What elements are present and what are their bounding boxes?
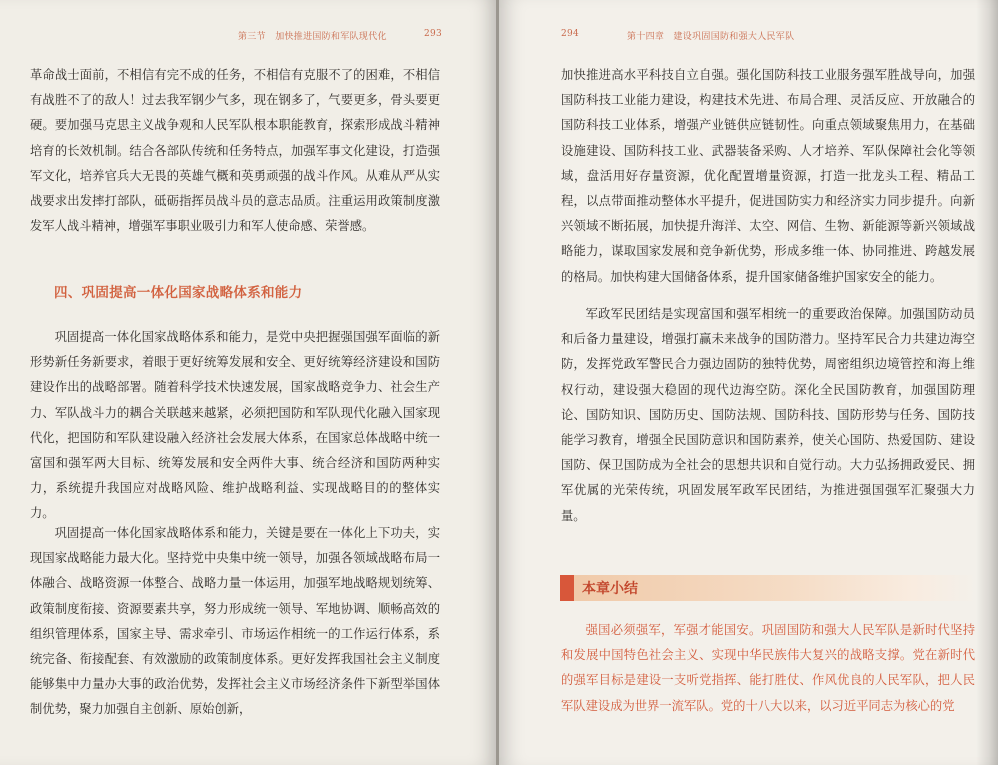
section-heading: 四、巩固提高一体化国家战略体系和能力 [54, 285, 303, 301]
chapter-summary-banner [560, 575, 976, 601]
left-paragraph-3: 巩固提高一体化国家战略体系和能力，关键是要在一体化上下功夫，实现国家战略能力最大化。坚持党中央集中统一领导，加强各领域战略布局一体融合、战略资源一体整合、战略力量一体运用，加强军地战略规划统筹、政策制度衔接、资源要素共享，努力形成统一领导、军地协调、顺畅高效的组织管理体系，国家主导、需求牵引、市场运作相统一的工作运行体系，系统完备、衔接配套、有效激励的政策制度体系。更好发挥我国社会主义制度能够集中力量办大事的政治优势，发挥社会主义市场经济条件下新型举国体制优势，聚力加强自主创新、原始创新， [30, 526, 440, 717]
left-paragraph-2: 巩固提高一体化国家战略体系和能力，是党中央把握强国强军面临的新形势新任务新要求，着眼于更好统筹发展和安全、更好统筹经济建设和国防建设作出的战略部署。随着科学技术快速发展，国家战略竞争力、社会生产力、军队战斗力的耦合关联越来越紧，必须把国防和军队现代化融入国家现代化，把国防和军队建设融入经济社会发展大体系，在国家总体战略中统一富国和强军两大目标、统筹发展和安全两件大事、统合经济和国防两种实力，系统提升我国应对战略风险、维护战略利益、实现战略目的的整体实力。 [30, 330, 440, 521]
chapter-summary-text: 强国必须强军，军强才能国安。巩固国防和强大人民军队是新时代坚持和发展中国特色社会主义、实现中华民族伟大复兴的战略支撑。党在新时代的强军目标是建设一支听党指挥、能打胜仗、作风优良的人民军队，把人民军队建设成为世界一流军队。党的十八大以来，以习近平同志为核心的党 [561, 623, 975, 713]
left-page [0, 0, 497, 765]
chapter-summary-title: 本章小结 [582, 581, 638, 597]
right-paragraph-1: 加快推进高水平科技自立自强。强化国防科技工业服务强军胜战导向，加强国防科技工业能力建设，构建技术先进、布局合理、灵活反应、开放融合的国防科技工业体系，增强产业链供应链韧性。向重点领域聚焦用力，在基础设施建设、国防科技工业、武器装备采购、人才培养、军队保障社会化等领域，盘活用好存量资源，优化配置增量资源，打造一批龙头工程、精品工程，以点带面推动整体水平提升，促进国防实力和经济实力同步提升。向新兴领域不断拓展，加快提升海洋、太空、网信、生物、新能源等新兴领域战略能力，谋取国家发展和竞争新优势，形成多维一体、协同推进、跨越发展的格局。加快构建大国储备体系，提升国家储备维护国家安全的能力。 [561, 68, 975, 284]
left-page-number: 293 [424, 29, 443, 39]
left-header-title: 第三节 加快推进国防和军队现代化 [238, 32, 387, 42]
right-paragraph-2: 军政军民团结是实现富国和强军相统一的重要政治保障。加强国防动员和后备力量建设，增强打赢未来战争的国防潜力。坚持军民合力共建边海空防，发挥党政军警民合力强边固防的独特优势，周密组织边境管控和海上维权行动，建设强大稳固的现代边海空防。深化全民国防教育，加强国防理论、国防知识、国防历史、国防法规、国防科技、国防形势与任务、国防技能学习教育，增强全民国防意识和国防素养，使关心国防、热爱国防、建设国防、保卫国防成为全社会的思想共识和自觉行动。大力弘扬拥政爱民、拥军优属的光荣传统，巩固发展军政军民团结，为推进强国强军汇聚强大力量。 [561, 307, 975, 523]
right-page [499, 0, 998, 765]
left-paragraph-1: 革命战士面前，不相信有完不成的任务，不相信有克服不了的困难，不相信有战胜不了的敌人！过去我军钢少气多，现在钢多了，气要更多，骨头要更硬。要加强马克思主义战争观和人民军队根本职能教育，探索形成战斗精神培育的长效机制。结合各部队传统和任务特点，加强军事文化建设，打造强军文化，培养官兵大无畏的英雄气概和英勇顽强的战斗作风。从难从严从实战要求出发摔打部队，砥砺指挥员战斗员的意志品质。注重运用政策制度激发军人战斗精神，增强军事职业吸引力和军人使命感、荣誉感。 [30, 68, 440, 234]
right-page-number: 294 [561, 29, 580, 39]
page-edge-shadow [976, 0, 998, 765]
right-header-title: 第十四章 建设巩固国防和强大人民军队 [627, 32, 795, 42]
summary-accent-bar [560, 575, 574, 601]
